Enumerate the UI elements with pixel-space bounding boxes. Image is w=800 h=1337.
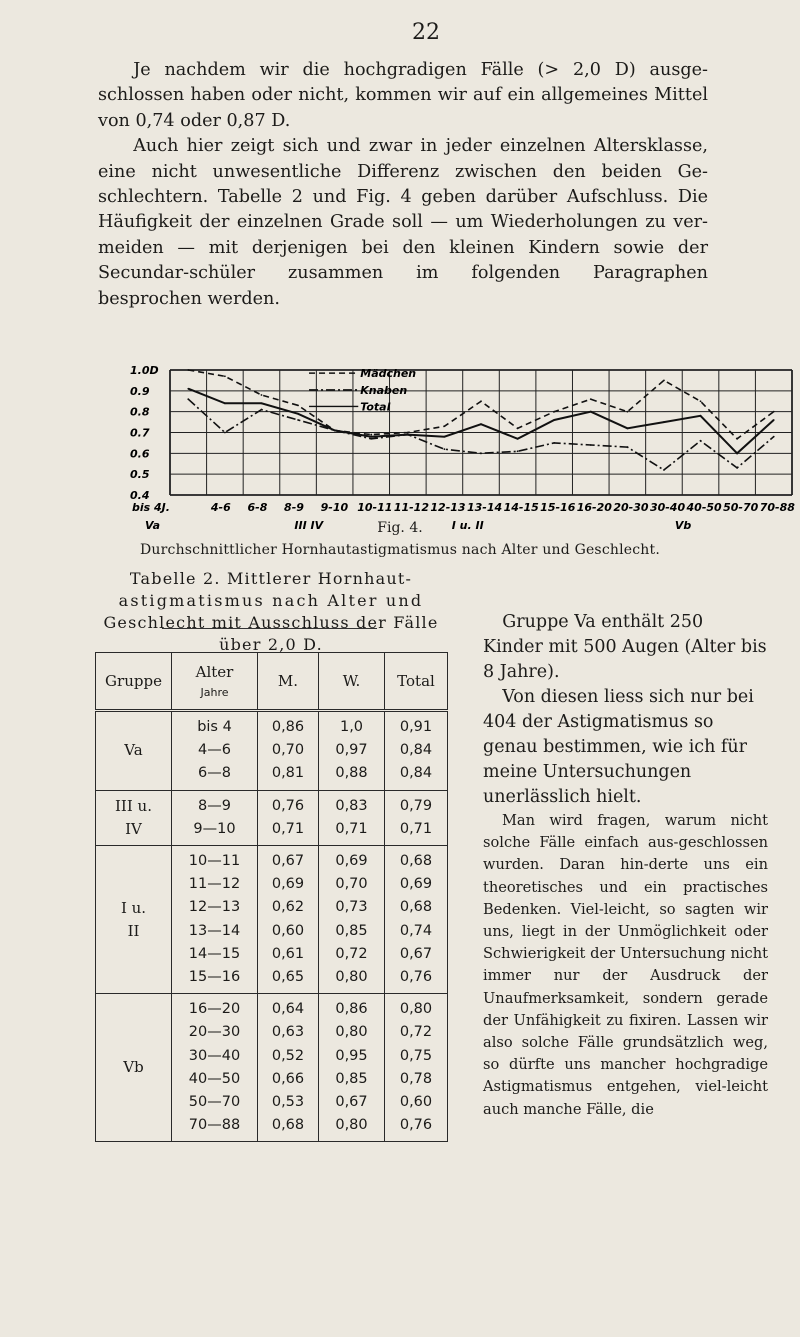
- series-3-point: [480, 423, 482, 425]
- table-row: [96, 994, 448, 1142]
- series-1-point: [261, 394, 263, 396]
- series-3-point: [224, 402, 226, 404]
- series-3-point: [261, 402, 263, 404]
- series-1-point: [480, 400, 482, 402]
- series-3-point: [517, 438, 519, 440]
- series-1-point: [517, 427, 519, 429]
- series-2-point: [590, 444, 592, 446]
- cell-total: 0,79 0,71: [385, 790, 448, 845]
- cell-m: 0,64 0,63 0,52 0,66 0,53 0,68: [258, 994, 319, 1142]
- table-row: [96, 846, 448, 994]
- right-column-text: [483, 610, 768, 1121]
- x-tick-label: 15-16: [540, 501, 576, 514]
- cell-gruppe: Va: [96, 711, 172, 791]
- series-2-point: [700, 440, 702, 442]
- cell-w: 0,69 0,70 0,73 0,85 0,72 0,80: [319, 846, 385, 994]
- x-tick-label: bis 4J.: [132, 501, 170, 514]
- header-gruppe: Gruppe: [96, 653, 172, 711]
- series-3-point: [700, 415, 702, 417]
- series-3-point: [590, 411, 592, 413]
- header-alter-label: Alter: [195, 663, 234, 681]
- cell-m: 0,76 0,71: [258, 790, 319, 845]
- table-row: [96, 711, 448, 791]
- cell-alter: bis 4 4—6 6—8: [172, 711, 258, 791]
- x-axis-tick-labels: [132, 501, 795, 514]
- series-1-point: [773, 411, 775, 413]
- series-1-point: [407, 432, 409, 434]
- series-line-2: [188, 399, 773, 470]
- series-1-point: [444, 425, 446, 427]
- x-group-label: I u. II: [451, 519, 484, 532]
- series-2-point: [553, 442, 555, 444]
- table-row: [96, 790, 448, 845]
- series-2-point: [736, 467, 738, 469]
- figure-caption: Fig. 4.: [377, 520, 423, 536]
- x-tick-label: 8-9: [284, 501, 304, 514]
- intro-paragraph-1: Je nachdem wir die hochgradigen Fälle (> 2,0 D) ausge-schlossen haben oder nicht, kommen wir auf ein allgemeines Mittel von 0,74 oder 0,87 D.: [98, 60, 708, 131]
- x-group-label: III IV: [294, 519, 324, 532]
- right-paragraph-2: Von diesen liess sich nur bei 404 der Astigmatismus so genau bestimmen, wie ich für meine Untersuchungen unerlässlich hielt.: [483, 687, 754, 807]
- table-caption-line-2: astigmatismus nach Alter und: [118, 591, 424, 610]
- cell-w: 0,86 0,80 0,95 0,85 0,67 0,80: [319, 994, 385, 1142]
- series-2-point: [773, 436, 775, 438]
- x-tick-label: 6-8: [247, 501, 268, 514]
- series-3-point: [773, 419, 775, 421]
- series-2-point: [224, 432, 226, 434]
- intro-paragraph-2: Auch hier zeigt sich und zwar in jeder einzelnen Altersklasse, eine nicht unwesentliche Differenz zwischen den beiden Ge-schlechtern. Tabelle 2 und Fig. 4 geben darüber Aufschluss. Die Häufigkeit der einzelnen Grade soll — um Wiederholungen zu ver-meiden — mit derjenigen bei den kleinen Kindern sowie der Secundar-schüler zusammen im folgenden Paragraphen besprochen werden.: [98, 136, 708, 309]
- cell-total: 0,80 0,72 0,75 0,78 0,60 0,76: [385, 994, 448, 1142]
- x-group-label: Vb: [674, 519, 692, 532]
- cell-gruppe: III u. IV: [96, 790, 172, 845]
- legend-label: Knaben: [360, 383, 408, 397]
- series-3-point: [736, 452, 738, 454]
- series-3-point: [297, 413, 299, 415]
- series-2-point: [370, 438, 372, 440]
- y-axis-tick-labels: [130, 364, 159, 502]
- table-caption-line-1: Tabelle 2. Mittlerer Hornhaut-: [129, 569, 413, 588]
- series-1-point: [187, 369, 189, 371]
- x-tick-label: 12-13: [430, 501, 466, 514]
- chart-legend: [309, 367, 416, 413]
- y-tick-label: 0.6: [130, 447, 150, 461]
- cell-alter: 16—20 20—30 30—40 40—50 50—70 70—88: [172, 994, 258, 1142]
- x-tick-label: 10-11: [357, 501, 393, 514]
- y-tick-label: 0.4: [130, 489, 150, 502]
- series-3-point: [444, 436, 446, 438]
- series-1-point: [590, 398, 592, 400]
- x-tick-label: 30-40: [649, 501, 686, 514]
- series-1-point: [370, 434, 372, 436]
- table-caption: [96, 538, 446, 654]
- series-2-point: [187, 398, 189, 400]
- y-tick-label: 0.8: [130, 405, 150, 419]
- right-paragraph-3: Man wird fragen, warum nicht solche Fälle einfach aus-geschlossen wurden. Daran hin-derte uns ein theoretisches und ein practisches Bedenken. Viel-leicht, so sagten wir uns, liegt in der Unmöglichkeit oder Schwierigkeit der Untersuchung nicht immer nur der Ausdruck der Unaufmerksamkeit, sondern gerade der Unfähigkeit zu fixiren. Lassen wir also solche Fälle grundsätzlich weg, so dürfte uns mancher hochgradige Astigmatismus entgehen, viel-leicht auch manche Fälle, die: [483, 812, 768, 1118]
- x-tick-label: 4-6: [210, 501, 231, 514]
- page-number: 22: [412, 20, 440, 45]
- series-3-point: [187, 388, 189, 390]
- header-jahre: Jahre: [200, 686, 229, 699]
- figure-title: Durchschnittlicher Hornhautastigmatismus nach Alter und Geschlecht.: [140, 542, 660, 558]
- series-line-1: [188, 370, 773, 439]
- x-tick-label: 70-88: [759, 501, 795, 514]
- series-2-point: [297, 419, 299, 421]
- astigmatism-table: [95, 652, 448, 1142]
- table-top-rule: [162, 628, 377, 629]
- chart-grid: [170, 370, 792, 495]
- x-tick-label: 13-14: [467, 501, 503, 514]
- x-tick-label: 20-30: [613, 501, 649, 514]
- series-1-point: [663, 380, 665, 382]
- series-3-point: [334, 430, 336, 432]
- series-2-point: [517, 450, 519, 452]
- cell-m: 0,67 0,69 0,62 0,60 0,61 0,65: [258, 846, 319, 994]
- x-group-label: Va: [145, 519, 161, 532]
- series-2-point: [480, 452, 482, 454]
- series-3-point: [370, 436, 372, 438]
- series-1-point: [736, 438, 738, 440]
- series-3-point: [626, 427, 628, 429]
- header-total: Total: [385, 653, 448, 711]
- right-paragraph-1: Gruppe Va enthält 250 Kinder mit 500 Augen (Alter bis 8 Jahre).: [483, 612, 767, 682]
- series-1-point: [553, 411, 555, 413]
- series-1-point: [297, 405, 299, 407]
- x-tick-label: 11-12: [393, 501, 430, 514]
- header-alter: [172, 653, 258, 711]
- legend-label: Total: [360, 400, 391, 414]
- series-2-point: [261, 409, 263, 411]
- series-3-point: [407, 434, 409, 436]
- cell-alter: 10—11 11—12 12—13 13—14 14—15 15—16: [172, 846, 258, 994]
- series-1-point: [626, 411, 628, 413]
- cell-m: 0,86 0,70 0,81: [258, 711, 319, 791]
- x-tick-label: 9-10: [320, 501, 349, 514]
- table-caption-line-3: Geschlecht mit Ausschluss der Fälle: [103, 613, 439, 632]
- series-2-point: [444, 448, 446, 450]
- series-3-point: [663, 421, 665, 423]
- series-2-point: [626, 446, 628, 448]
- table-caption-line-4: über 2,0 D.: [219, 635, 323, 654]
- cell-gruppe: Vb: [96, 994, 172, 1142]
- y-tick-label: 1.0D: [130, 364, 159, 377]
- cell-total: 0,68 0,69 0,68 0,74 0,67 0,76: [385, 846, 448, 994]
- legend-label: Mädchen: [360, 367, 417, 381]
- x-tick-label: 16-20: [576, 501, 612, 514]
- cell-alter: 8—9 9—10: [172, 790, 258, 845]
- series-1-point: [700, 400, 702, 402]
- y-tick-label: 0.9: [130, 384, 150, 398]
- cell-w: 0,83 0,71: [319, 790, 385, 845]
- cell-w: 1,0 0,97 0,88: [319, 711, 385, 791]
- y-tick-label: 0.7: [130, 426, 150, 440]
- cell-gruppe: I u. II: [96, 846, 172, 994]
- x-tick-label: 14-15: [503, 501, 539, 514]
- series-1-point: [224, 375, 226, 377]
- cell-total: 0,91 0,84 0,84: [385, 711, 448, 791]
- intro-text: [98, 58, 708, 312]
- series-2-point: [663, 469, 665, 471]
- table-header-row: [96, 653, 448, 711]
- x-tick-label: 40-50: [686, 501, 722, 514]
- header-m: M.: [258, 653, 319, 711]
- header-w: W.: [319, 653, 385, 711]
- series-3-point: [553, 419, 555, 421]
- x-tick-label: 50-70: [723, 501, 759, 514]
- chart-series-lines: [187, 369, 774, 471]
- y-tick-label: 0.5: [130, 468, 150, 482]
